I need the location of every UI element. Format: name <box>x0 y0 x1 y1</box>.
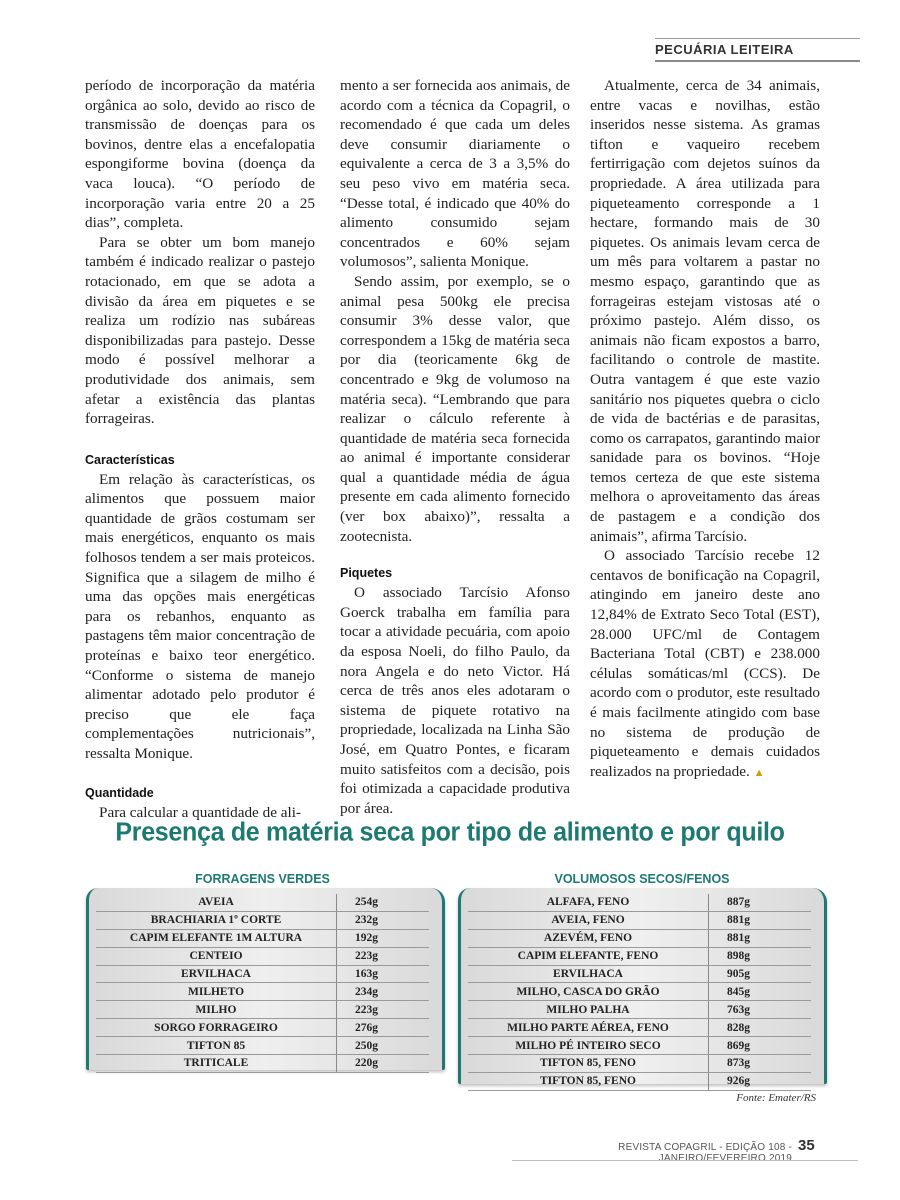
food-name: MILHETO <box>96 983 337 1001</box>
dry-matter-value: 905g <box>709 965 812 983</box>
food-name: CAPIM ELEFANTE 1M ALTURA <box>96 929 337 947</box>
dry-matter-value: 220g <box>337 1055 430 1073</box>
food-name: CENTEIO <box>96 947 337 965</box>
dry-matter-value: 763g <box>709 1001 812 1019</box>
food-name: ALFAFA, FENO <box>468 894 709 911</box>
dry-matter-value: 869g <box>709 1037 812 1055</box>
table-row <box>96 929 429 947</box>
paragraph: Para calcular a quantidade de ali- <box>99 803 301 821</box>
dry-matter-value: 223g <box>337 1001 430 1019</box>
article-column-1 <box>85 76 315 822</box>
food-name: MILHO <box>96 1001 337 1019</box>
dry-matter-value: 881g <box>709 929 812 947</box>
source-credit: Fonte: Emater/RS <box>736 1092 816 1104</box>
food-name: AVEIA, FENO <box>468 911 709 929</box>
table-row <box>468 965 811 983</box>
paragraph: Para se obter um bom manejo também é indicado realizar o pastejo rotacionado, em que se adota a divisão da área em piquetes e se realiza um rodízio nas subáreas disponibilizadas para pastejo. Desse modo é possível melhorar a produtividade dos animais, sem afetar a existência das plantas forrageiras. <box>85 233 315 428</box>
forragens-verdes-table <box>96 894 429 1073</box>
paragraph: mento a ser fornecida aos animais, de acordo com a técnica da Copagril, o recomendado é que cada um deles deve consumir diariamente o equivalente a cerca de 3 a 3,5% do seu peso vivo em matéria seca. “Desse total, é indicado que 40% do alimento consumido sejam concentrados e 60% sejam volumosos”, salienta Monique. <box>340 77 570 271</box>
article-column-2 <box>340 76 570 818</box>
footer-rule <box>512 1160 858 1161</box>
dry-matter-value: 232g <box>337 911 430 929</box>
dry-matter-value: 881g <box>709 911 812 929</box>
dry-matter-value: 845g <box>709 983 812 1001</box>
paragraph: Atualmente, cerca de 34 animais, entre vacas e novilhas, estão inseridos nesse sistema. As gramas tifton e vaqueiro recebem fertirrigação com dejetos suínos da propriedade. A área utilizada para piqueteamento corresponde a 1 hectare, formando mais de 30 piquetes. Os animais levam cerca de um mês para voltarem a pastar no mesmo espaço, garantindo que as forrageiras estejam vistosas até o próximo pastejo. Além disso, os animais não ficam expostos a barro, facilitando o controle de mastite. Outra vantagem é que este vazio sanitário nos piquetes quebra o ciclo de vida de bactérias e de parasitas, como os carrapatos, garantindo maior sanidade para os bovinos. “Hoje temos certeza de que este sistema melhora o aproveitamento das áreas de pastagem e a condição dos animais”, afirma Tarcísio. <box>590 77 820 545</box>
table-row <box>96 1001 429 1019</box>
dry-matter-value: 276g <box>337 1019 430 1037</box>
food-name: TRITICALE <box>96 1055 337 1073</box>
volumosos-secos-table <box>468 894 811 1091</box>
food-name: AZEVÉM, FENO <box>468 929 709 947</box>
box-title: Presença de matéria seca por tipo de alimento e por quilo <box>115 817 785 847</box>
dry-matter-value: 887g <box>709 894 812 911</box>
food-name: MILHO PARTE AÉREA, FENO <box>468 1019 709 1037</box>
food-name: MILHO PÉ INTEIRO SECO <box>468 1037 709 1055</box>
footer-publication: REVISTA COPAGRIL - EDIÇÃO 108 - JANEIRO/FEVEREIRO 2019 <box>618 1142 792 1164</box>
dry-matter-value: 898g <box>709 947 812 965</box>
food-name: TIFTON 85 <box>96 1037 337 1055</box>
paragraph: Sendo assim, por exemplo, se o animal pesa 500kg ele precisa consumir 3% desse valor, que correspondem a 15kg de matéria seca por dia (teoricamente 6kg de concentrado e 9kg de volumoso na matéria seca). “Lembrando que para realizar o cálculo referente à quantidade de matéria seca fornecida ao animal é importante considerar qual a quantidade média de água presente em cada alimento fornecido (ver box abaixo)”, ressalta a zootecnista. <box>340 272 570 545</box>
subheading-caracteristicas: Características <box>85 452 175 467</box>
food-name: BRACHIARIA 1º CORTE <box>96 911 337 929</box>
dry-matter-value: 250g <box>337 1037 430 1055</box>
table-row <box>468 1037 811 1055</box>
food-name: ERVILHACA <box>96 965 337 983</box>
paragraph: Em relação às características, os alimentos que possuem maior quantidade de grãos costumam ser mais energéticos, enquanto os mais folhosos tendem a ser mais proteicos. Significa que a silagem de milho é uma das opções mais energéticas para os rebanhos, enquanto as pastagens têm maior concentração de proteínas e baixo teor energético. “Conforme o sistema de manejo alimentar adotado pelo produtor é preciso que ele faça complementações nutricionais”, ressalta Monique. <box>85 470 315 762</box>
food-name: ERVILHACA <box>468 965 709 983</box>
dry-matter-value: 873g <box>709 1055 812 1073</box>
header-rule <box>655 38 860 39</box>
table-row <box>468 911 811 929</box>
paragraph-text: O associado Tarcísio recebe 12 centavos de bonificação na Copagril, atingindo em janeiro deste ano 12,84% de Extrato Seco Total (EST), 28.000 UFC/ml de Contagem Bacteriana Total (CBT) e 238.000 células somáticas/ml (CCS). De acordo com o produtor, este resultado é mais facilmente atingido com base no sistema de produção de piqueteamento e demais cuidados realizados na propriedade. <box>590 547 820 780</box>
food-name: AVEIA <box>96 894 337 911</box>
table-row <box>468 894 811 911</box>
section-tag: PECUÁRIA LEITEIRA <box>655 42 860 62</box>
table-row <box>96 947 429 965</box>
volumosos-secos-title: VOLUMOSOS SECOS/FENOS <box>554 872 730 886</box>
article-column-3 <box>590 76 820 783</box>
dry-matter-value: 223g <box>337 947 430 965</box>
dry-matter-value: 163g <box>337 965 430 983</box>
table-row <box>468 1019 811 1037</box>
table-row <box>468 983 811 1001</box>
table-row <box>468 947 811 965</box>
dry-matter-value: 254g <box>337 894 430 911</box>
table-row <box>468 1001 811 1019</box>
paragraph: período de incorporação da matéria orgânica ao solo, devido ao risco de transmissão de doenças para os bovinos, dentre elas a encefalopatia espongiforme bovina (doença da vaca louca). “O período de incorporação varia entre 20 a 25 dias”, completa. <box>85 77 315 232</box>
table-row <box>468 1055 811 1073</box>
paragraph: O associado Tarcísio Afonso Goerck trabalha em família para tocar a atividade pecuária, com apoio da esposa Noeli, do filho Paulo, da nora Angela e do neto Victor. Há cerca de três anos eles adotaram o sistema de piquete rotativo na propriedade, localizada na Linha São José, em Quatro Pontes, e ficaram muito satisfeitos com a decisão, pois foi otimizada a capacidade produtiva por área. <box>340 584 570 817</box>
table-row <box>96 1037 429 1055</box>
food-name: TIFTON 85, FENO <box>468 1055 709 1073</box>
dry-matter-value: 926g <box>709 1072 812 1090</box>
dry-matter-value: 828g <box>709 1019 812 1037</box>
table-row <box>468 1072 811 1090</box>
table-row <box>96 983 429 1001</box>
table-row <box>468 929 811 947</box>
subheading-quantidade: Quantidade <box>85 785 154 800</box>
table-row <box>96 911 429 929</box>
table-row <box>96 1055 429 1073</box>
table-row <box>96 1019 429 1037</box>
end-of-article-icon: ▲ <box>753 766 765 779</box>
food-name: TIFTON 85, FENO <box>468 1072 709 1090</box>
dry-matter-value: 234g <box>337 983 430 1001</box>
food-name: CAPIM ELEFANTE, FENO <box>468 947 709 965</box>
page-number: 35 <box>798 1137 815 1154</box>
subheading-piquetes: Piquetes <box>340 566 393 581</box>
paragraph <box>590 546 820 783</box>
forragens-verdes-title: FORRAGENS VERDES <box>195 872 330 886</box>
dry-matter-value: 192g <box>337 929 430 947</box>
table-row <box>96 894 429 911</box>
food-name: SORGO FORRAGEIRO <box>96 1019 337 1037</box>
food-name: MILHO PALHA <box>468 1001 709 1019</box>
table-row <box>96 965 429 983</box>
food-name: MILHO, CASCA DO GRÃO <box>468 983 709 1001</box>
